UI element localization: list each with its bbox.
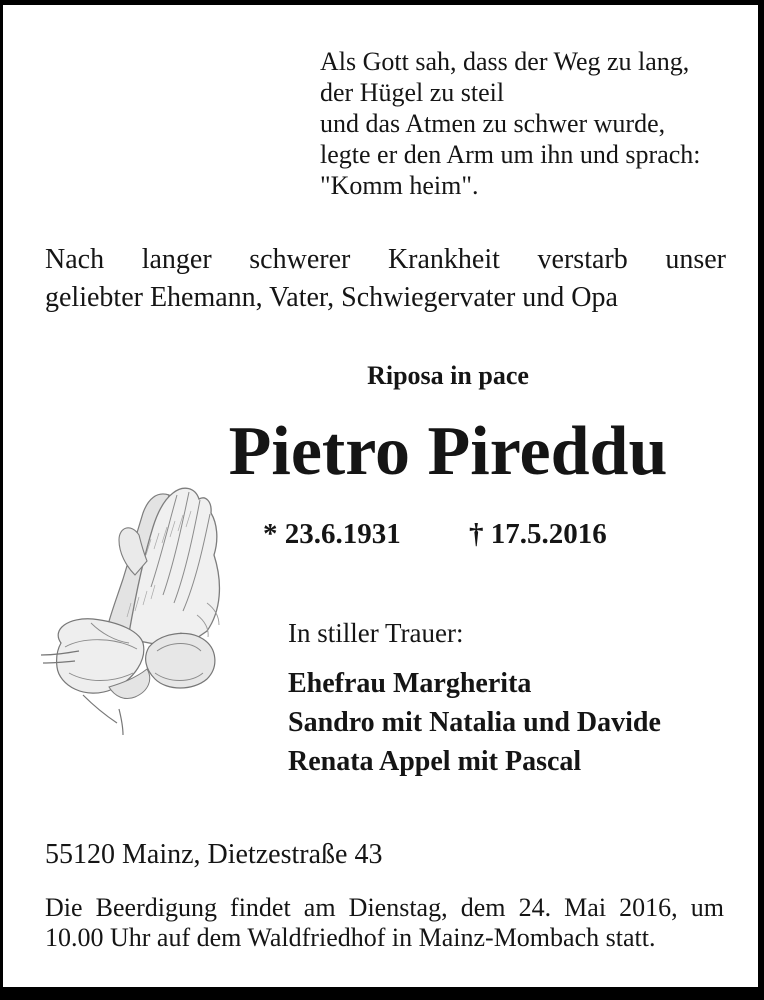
praying-hands-icon — [31, 483, 263, 737]
address-line: 55120 Mainz, Dietzestraße 43 — [45, 839, 383, 870]
mourner-line: Renata Appel mit Pascal — [288, 746, 582, 777]
funeral-line: Die Beerdigung findet am Dienstag, dem 24. Mai 2016, um — [45, 893, 724, 922]
mourner-line: Sandro mit Natalia und Davide — [288, 707, 661, 738]
death-date: † 17.5.2016 — [469, 518, 607, 550]
mourning-label: In stiller Trauer: — [288, 618, 464, 648]
funeral-line: 10.00 Uhr auf dem Waldfriedhof in Mainz-Mombach statt. — [45, 923, 656, 952]
mourners-list — [288, 664, 661, 781]
poem-line: und das Atmen zu schwer wurde, — [320, 109, 666, 138]
poem-line: legte er den Arm um ihn und sprach: — [320, 140, 701, 169]
birth-date: * 23.6.1931 — [263, 518, 401, 550]
mourner-line: Ehefrau Margherita — [288, 668, 532, 699]
intro-paragraph — [45, 241, 726, 317]
epitaph-text: Riposa in pace — [367, 361, 529, 390]
intro-line: Nach langer schwerer Krankheit verstarb unser — [45, 244, 726, 275]
poem-line: Als Gott sah, dass der Weg zu lang, — [320, 47, 690, 76]
poem-line: der Hügel zu steil — [320, 78, 505, 107]
poem-verse — [320, 46, 732, 201]
intro-line: geliebter Ehemann, Vater, Schwiegervater und Opa — [45, 282, 618, 313]
deceased-name: Pietro Pireddu — [228, 413, 668, 490]
funeral-info — [45, 893, 724, 953]
poem-line: "Komm heim". — [320, 171, 479, 200]
